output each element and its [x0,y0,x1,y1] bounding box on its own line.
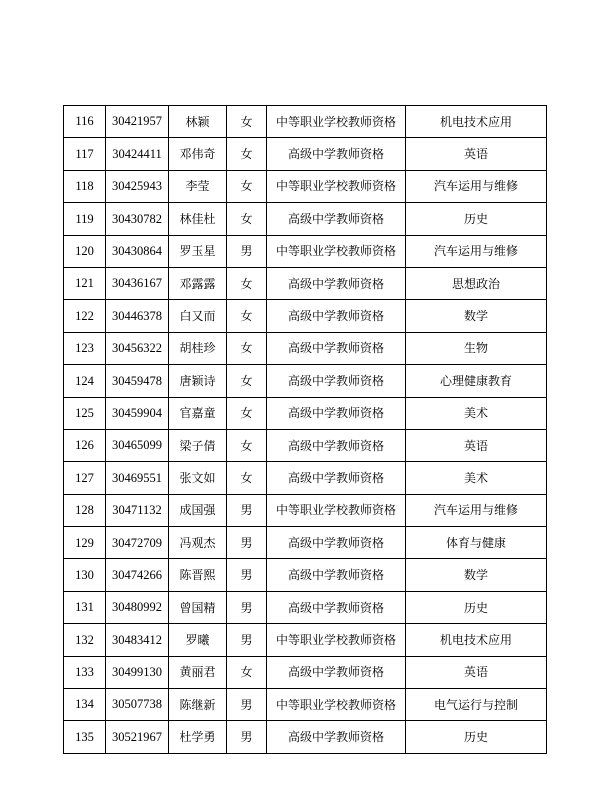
cell-exam-id: 30471132 [106,494,169,526]
cell-seq: 128 [64,494,106,526]
table-row [64,624,547,656]
cell-name: 邓伟奇 [169,138,227,170]
table-row [64,689,547,721]
cell-exam-id: 30436167 [106,267,169,299]
cell-subject: 汽车运用与维修 [406,170,547,202]
cell-name: 黄丽君 [169,656,227,688]
cell-exam-id: 30425943 [106,170,169,202]
cell-qualification: 高级中学教师资格 [267,559,406,591]
cell-qualification: 中等职业学校教师资格 [267,689,406,721]
cell-gender: 女 [227,332,267,364]
cell-qualification: 高级中学教师资格 [267,397,406,429]
cell-exam-id: 30430864 [106,235,169,267]
cell-name: 杜学勇 [169,721,227,753]
table-row [64,365,547,397]
cell-name: 梁子倩 [169,429,227,461]
cell-subject: 数学 [406,559,547,591]
cell-subject: 汽车运用与维修 [406,235,547,267]
table-row [64,203,547,235]
cell-exam-id: 30469551 [106,462,169,494]
cell-exam-id: 30421957 [106,106,169,138]
cell-subject: 汽车运用与维修 [406,494,547,526]
cell-exam-id: 30507738 [106,689,169,721]
table-row [64,462,547,494]
cell-name: 李莹 [169,170,227,202]
cell-seq: 129 [64,527,106,559]
cell-seq: 127 [64,462,106,494]
cell-subject: 机电技术应用 [406,624,547,656]
cell-subject: 英语 [406,138,547,170]
cell-seq: 132 [64,624,106,656]
cell-subject: 英语 [406,429,547,461]
cell-seq: 125 [64,397,106,429]
cell-name: 白又而 [169,300,227,332]
table-row [64,721,547,753]
table-row [64,332,547,364]
cell-gender: 女 [227,365,267,397]
cell-exam-id: 30483412 [106,624,169,656]
table-row [64,300,547,332]
cell-gender: 女 [227,267,267,299]
cell-seq: 124 [64,365,106,397]
cell-seq: 120 [64,235,106,267]
cell-qualification: 高级中学教师资格 [267,267,406,299]
cell-qualification: 中等职业学校教师资格 [267,235,406,267]
cell-exam-id: 30465099 [106,429,169,461]
table-row [64,235,547,267]
cell-exam-id: 30472709 [106,527,169,559]
applicant-table [63,105,547,754]
cell-gender: 女 [227,138,267,170]
cell-seq: 121 [64,267,106,299]
cell-exam-id: 30499130 [106,656,169,688]
cell-subject: 数学 [406,300,547,332]
cell-seq: 134 [64,689,106,721]
table-row [64,106,547,138]
cell-qualification: 高级中学教师资格 [267,203,406,235]
cell-subject: 思想政治 [406,267,547,299]
cell-gender: 男 [227,689,267,721]
cell-gender: 女 [227,397,267,429]
cell-seq: 123 [64,332,106,364]
cell-qualification: 中等职业学校教师资格 [267,494,406,526]
cell-name: 邓露露 [169,267,227,299]
cell-name: 成国强 [169,494,227,526]
cell-name: 陈继新 [169,689,227,721]
cell-subject: 生物 [406,332,547,364]
table-row [64,559,547,591]
cell-exam-id: 30459904 [106,397,169,429]
cell-qualification: 高级中学教师资格 [267,721,406,753]
cell-exam-id: 30459478 [106,365,169,397]
cell-exam-id: 30521967 [106,721,169,753]
cell-gender: 男 [227,591,267,623]
cell-exam-id: 30480992 [106,591,169,623]
cell-gender: 女 [227,429,267,461]
cell-name: 陈晋熙 [169,559,227,591]
cell-subject: 历史 [406,721,547,753]
cell-qualification: 高级中学教师资格 [267,365,406,397]
cell-name: 唐颖诗 [169,365,227,397]
cell-seq: 119 [64,203,106,235]
cell-name: 胡桂珍 [169,332,227,364]
cell-name: 罗玉星 [169,235,227,267]
cell-qualification: 高级中学教师资格 [267,656,406,688]
cell-gender: 女 [227,106,267,138]
cell-gender: 女 [227,462,267,494]
cell-gender: 男 [227,494,267,526]
cell-name: 官嘉童 [169,397,227,429]
cell-exam-id: 30456322 [106,332,169,364]
cell-gender: 女 [227,300,267,332]
table-row [64,267,547,299]
cell-name: 林颖 [169,106,227,138]
table-row [64,527,547,559]
table-row [64,138,547,170]
cell-subject: 历史 [406,203,547,235]
cell-subject: 机电技术应用 [406,106,547,138]
cell-gender: 男 [227,235,267,267]
cell-qualification: 高级中学教师资格 [267,429,406,461]
table-row [64,591,547,623]
cell-name: 林佳杜 [169,203,227,235]
table-row [64,170,547,202]
cell-subject: 美术 [406,462,547,494]
cell-gender: 男 [227,624,267,656]
cell-qualification: 高级中学教师资格 [267,332,406,364]
table-row [64,397,547,429]
cell-qualification: 中等职业学校教师资格 [267,106,406,138]
cell-seq: 117 [64,138,106,170]
cell-subject: 心理健康教育 [406,365,547,397]
cell-gender: 女 [227,170,267,202]
cell-seq: 116 [64,106,106,138]
cell-subject: 英语 [406,656,547,688]
cell-name: 冯观杰 [169,527,227,559]
cell-subject: 历史 [406,591,547,623]
cell-gender: 男 [227,559,267,591]
cell-exam-id: 30424411 [106,138,169,170]
table-row [64,656,547,688]
cell-qualification: 高级中学教师资格 [267,300,406,332]
cell-exam-id: 30474266 [106,559,169,591]
cell-qualification: 高级中学教师资格 [267,462,406,494]
cell-seq: 130 [64,559,106,591]
cell-subject: 电气运行与控制 [406,689,547,721]
cell-name: 曾国精 [169,591,227,623]
table-row [64,429,547,461]
cell-seq: 133 [64,656,106,688]
cell-exam-id: 30446378 [106,300,169,332]
cell-gender: 男 [227,721,267,753]
cell-qualification: 高级中学教师资格 [267,138,406,170]
cell-qualification: 高级中学教师资格 [267,591,406,623]
cell-seq: 122 [64,300,106,332]
cell-name: 张文如 [169,462,227,494]
cell-subject: 美术 [406,397,547,429]
cell-seq: 131 [64,591,106,623]
cell-seq: 118 [64,170,106,202]
cell-subject: 体育与健康 [406,527,547,559]
cell-qualification: 高级中学教师资格 [267,527,406,559]
cell-gender: 女 [227,656,267,688]
cell-qualification: 中等职业学校教师资格 [267,170,406,202]
cell-exam-id: 30430782 [106,203,169,235]
cell-seq: 135 [64,721,106,753]
cell-name: 罗曦 [169,624,227,656]
cell-gender: 男 [227,527,267,559]
cell-qualification: 中等职业学校教师资格 [267,624,406,656]
cell-gender: 女 [227,203,267,235]
table-row [64,494,547,526]
cell-seq: 126 [64,429,106,461]
applicant-table-body [64,106,547,754]
